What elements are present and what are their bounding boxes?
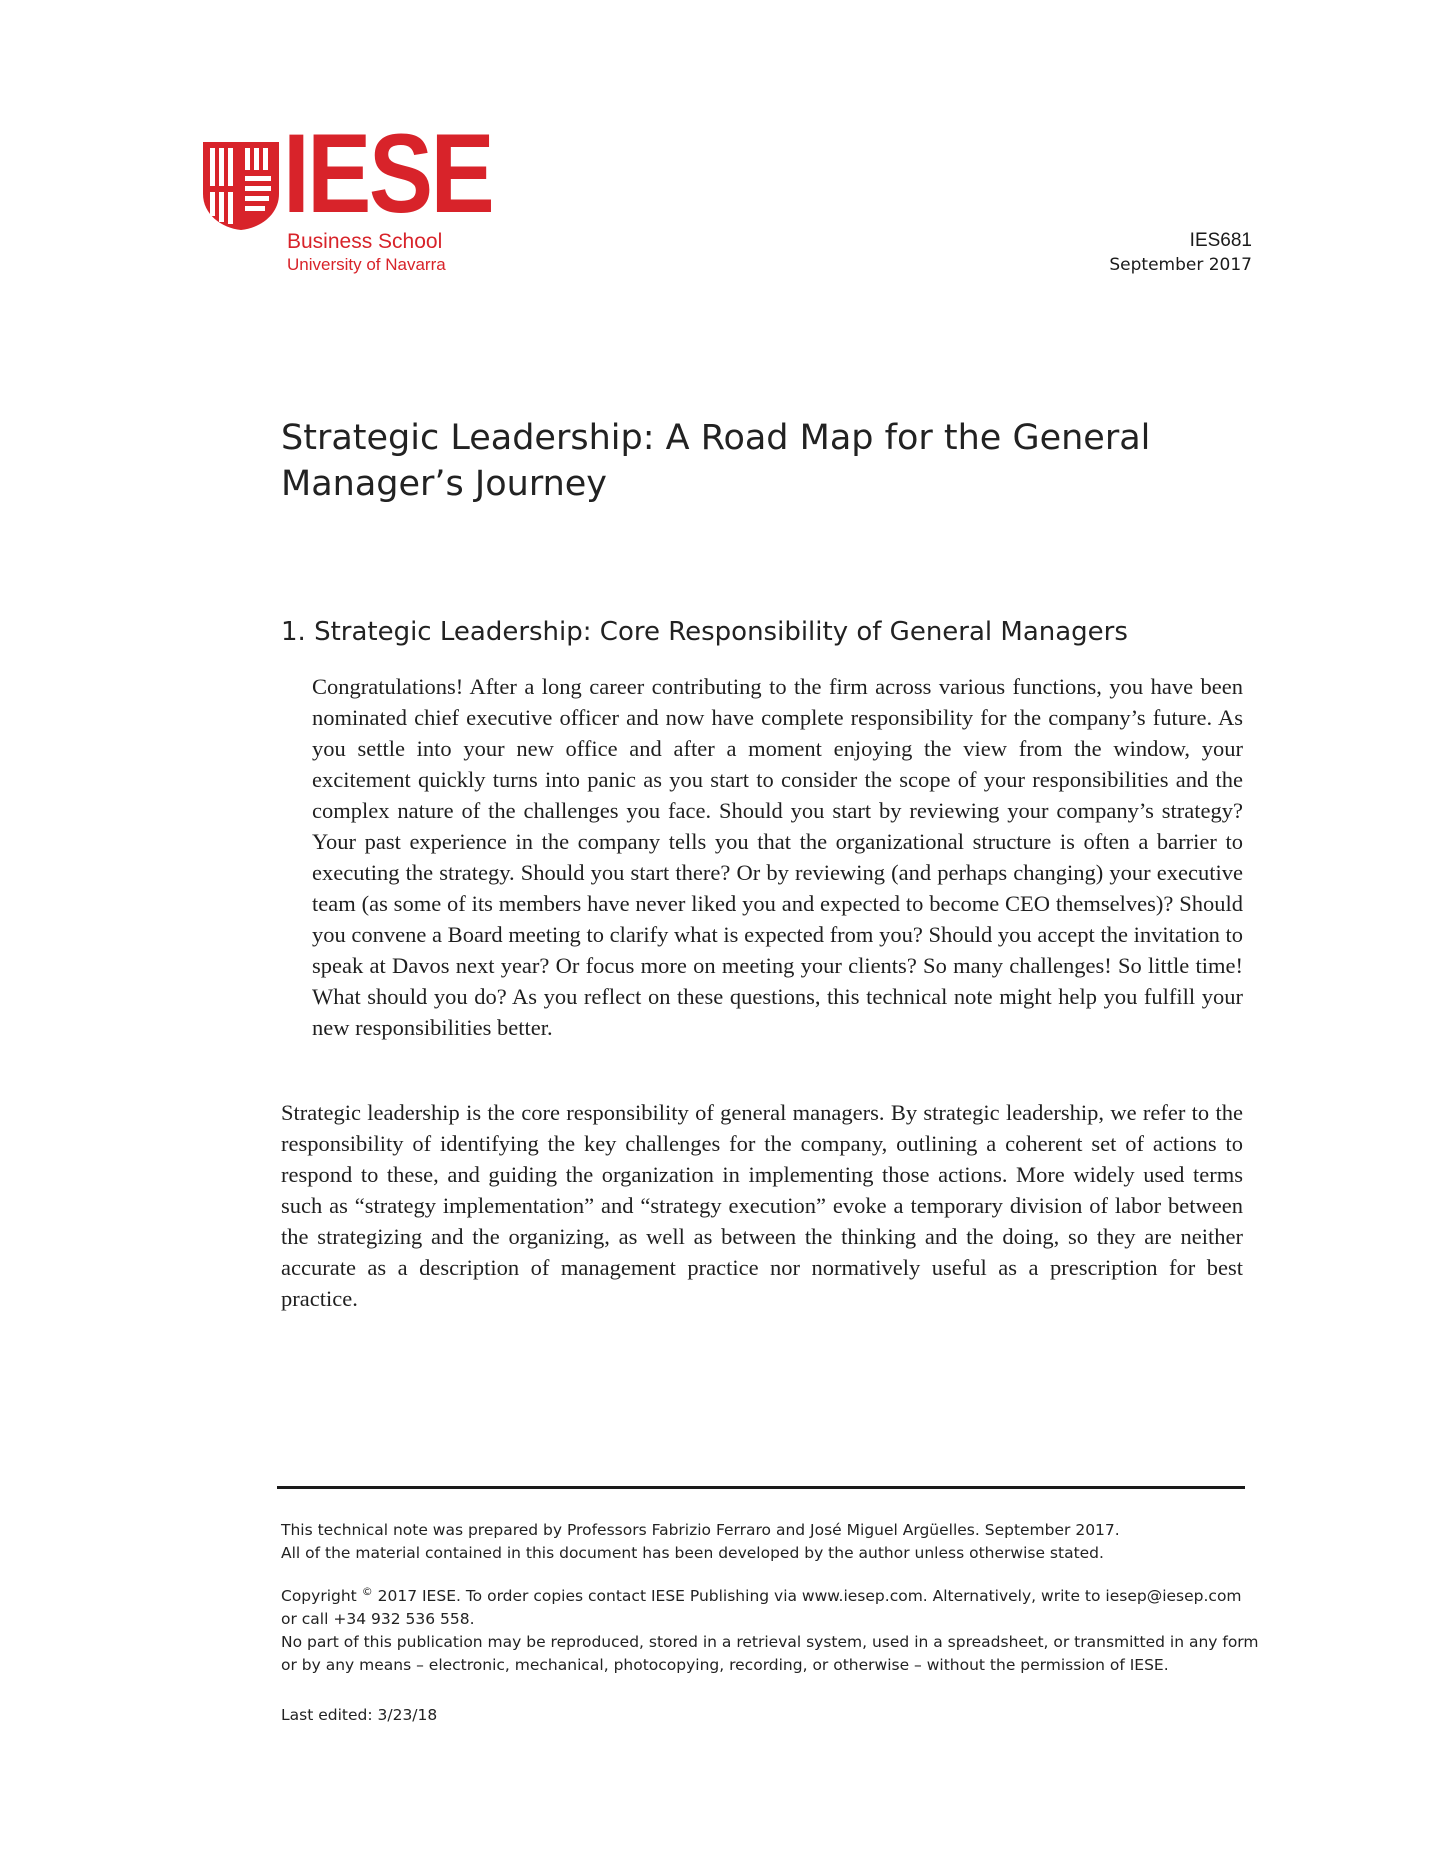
footer-copyright-line [281, 1585, 1251, 1608]
copyright-prefix: Copyright [281, 1587, 357, 1605]
document-code: IES681 [1189, 230, 1252, 251]
footer-prepared-by: This technical note was prepared by Professors Fabrizio Ferraro and José Miguel Argüelles. September 2017. [281, 1521, 1120, 1539]
footer-authorship [281, 1519, 1251, 1565]
footer-divider [277, 1486, 1245, 1489]
document-title [281, 415, 1181, 507]
iese-logo [203, 111, 493, 280]
footer-copyright-line-2: or call +34 932 536 558. [281, 1610, 475, 1628]
logo-wordmark: IESE [283, 111, 493, 236]
footer-rights-line-1: No part of this publication may be reproduced, stored in a retrieval system, used in a spreadsheet, or transmitted in any form [281, 1633, 1259, 1651]
footer-copyright [281, 1584, 1259, 1677]
iese-shield-icon [203, 142, 279, 230]
intro-paragraph: Congratulations! After a long career contributing to the firm across various functions, you have been nominated chief executive officer and now have complete responsibility for the company’s future. As you settle into your new office and after a moment enjoying the view from the window, your excitement quickly turns into panic as you start to consider the scope of your responsibilities and the complex nature of the challenges you face. Should you start by reviewing your company’s strategy? Your past experience in the company tells you that the organizational structure is often a barrier to executing the strategy. Should you start there? Or by reviewing (and perhaps changing) your executive team (as some of its members have never liked you and expected to become CEO themselves)? Should you convene a Board meeting to clarify what is expected from you? Should you accept the invitation to speak at Davos next year? Or focus more on meeting your clients? So many challenges! So little time! What should you do? As you reflect on these questions, this technical note might help you fulfill your new responsibilities better. [312, 674, 1243, 1040]
title-line-1: Strategic Leadership: A Road Map for the General [281, 418, 1151, 458]
logo-university-name: University of Navarra [287, 255, 446, 274]
definition-paragraph: Strategic leadership is the core responsibility of general managers. By strategic leadership, we refer to the responsibility of identifying the key challenges for the company, outlining a coherent set of actions to respond to these, and guiding the organization in implementing those actions. More widely used terms such as “strategy implementation” and “strategy execution” evoke a temporary division of labor between the strategizing and the organizing, as well as between the thinking and the doing, so they are neither accurate as a description of management practice nor normatively useful as a prescription for best practice. [281, 1100, 1243, 1311]
footer-material: All of the material contained in this document has been developed by the author unless otherwise stated. [281, 1544, 1104, 1562]
logo-school-name: Business School [287, 230, 443, 253]
document-date: September 2017 [1109, 255, 1252, 275]
copyright-text: 2017 IESE. To order copies contact IESE Publishing via www.iesep.com. Alternatively, write to iesep@iesep.com [372, 1587, 1242, 1605]
section-heading: 1. Strategic Leadership: Core Responsibility of General Managers [281, 617, 1128, 647]
copyright-symbol: © [361, 1584, 373, 1598]
footer-rights-line-2: or by any means – electronic, mechanical, photocopying, recording, or otherwise – without the permission of IESE. [281, 1656, 1169, 1674]
title-line-2: Manager’s Journey [281, 464, 608, 504]
footer-last-edited: Last edited: 3/23/18 [281, 1706, 438, 1724]
